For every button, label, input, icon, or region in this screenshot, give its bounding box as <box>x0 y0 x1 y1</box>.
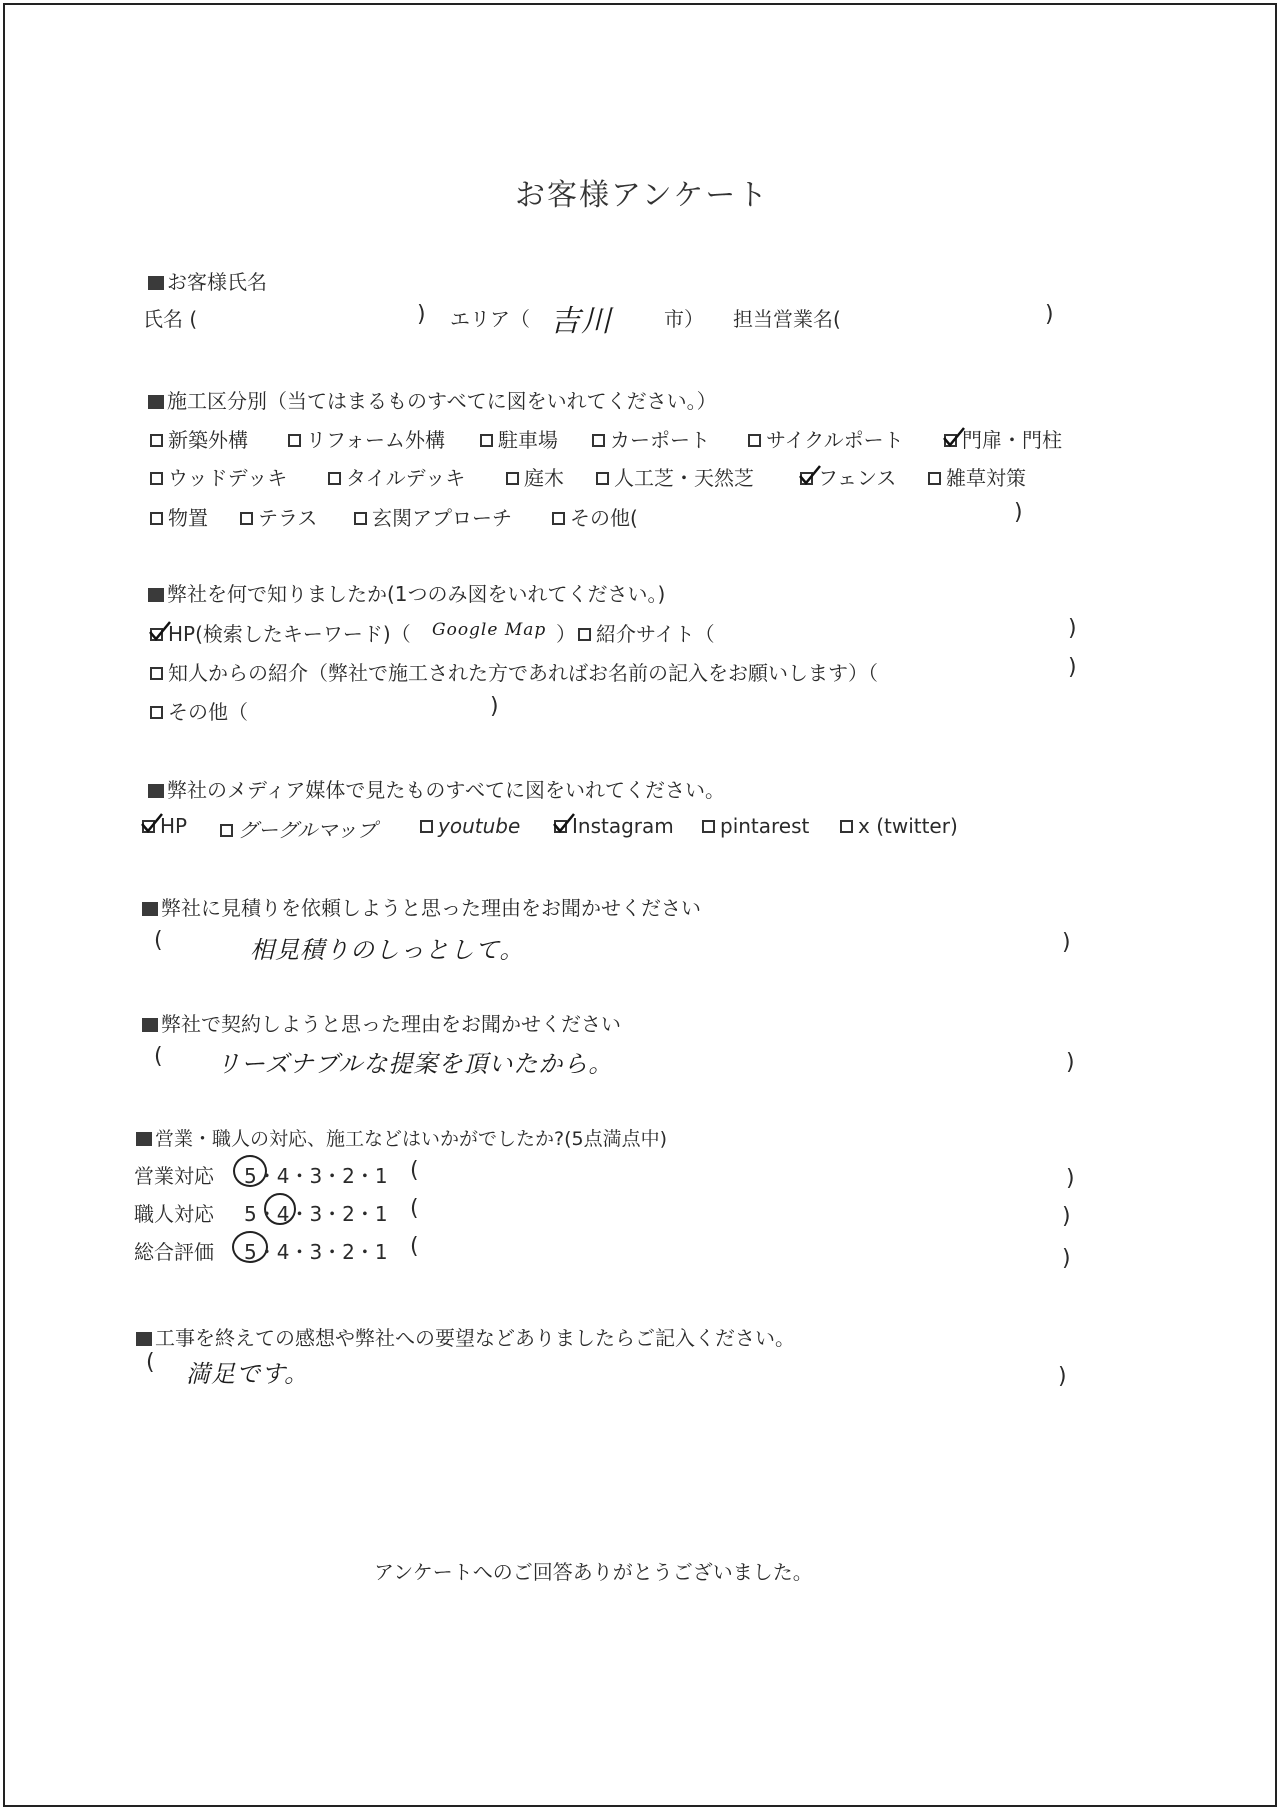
section-marker-icon <box>136 1132 152 1146</box>
contract-open: ( <box>154 1044 163 1069</box>
work-option[interactable]: 物置 <box>150 502 208 531</box>
estimate-open: ( <box>154 928 163 953</box>
work-option[interactable]: 玄関アプローチ <box>354 502 512 531</box>
footer-thanks: アンケートへのご回答ありがとうございました。 <box>374 1560 813 1584</box>
media-option[interactable]: pintarest <box>702 814 809 838</box>
work-option-checked[interactable]: 門扉・門柱 <box>944 424 1062 453</box>
checked-checkbox-icon <box>142 820 155 833</box>
source-hp-close: ） <box>556 622 576 646</box>
checkbox-icon <box>150 667 163 680</box>
checkbox-icon <box>288 434 301 447</box>
checkbox-icon <box>220 824 233 837</box>
work-section-heading: 施工区分別（当てはまるものすべてに図をいれてください。） <box>148 385 717 414</box>
media-option-checked[interactable]: HP <box>142 814 187 838</box>
estimate-close: ) <box>1062 930 1071 955</box>
rating-label-sales: 営業対応 <box>134 1164 214 1188</box>
work-option[interactable]: 雑草対策 <box>928 462 1026 491</box>
checkbox-icon <box>748 434 761 447</box>
media-section-heading: 弊社のメディア媒体で見たものすべてに図をいれてください。 <box>148 774 725 803</box>
media-option[interactable]: x (twitter) <box>840 814 958 838</box>
work-option[interactable]: リフォーム外構 <box>288 424 445 453</box>
sales-rep-field[interactable]: 担当営業名( <box>733 307 841 331</box>
media-option[interactable]: グーグルマップ <box>220 814 377 843</box>
hp-keyword[interactable]: Google Map <box>432 620 547 640</box>
checkbox-icon <box>552 512 565 525</box>
checkbox-icon <box>150 706 163 719</box>
checkbox-icon <box>150 434 163 447</box>
feedback-section-heading: 工事を終えての感想や弊社への要望などありましたらご記入ください。 <box>136 1322 795 1351</box>
name-field[interactable]: 氏名 ( <box>143 307 198 331</box>
checkbox-icon <box>506 472 519 485</box>
section-marker-icon <box>142 902 158 916</box>
work-other-close: ) <box>1014 500 1023 525</box>
page-title: お客様アンケート <box>515 178 770 213</box>
checkbox-icon <box>240 512 253 525</box>
estimate-answer[interactable]: 相見積りのしっとして。 <box>250 936 525 964</box>
work-option[interactable]: 人工芝・天然芝 <box>596 462 754 491</box>
work-option[interactable]: 駐車場 <box>480 424 558 453</box>
area-label: エリア（ <box>450 307 530 331</box>
checkbox-icon <box>420 820 433 833</box>
source-hp-option[interactable]: HP(検索したキーワード)（ <box>150 618 411 647</box>
rating-comment-close: ) <box>1062 1246 1071 1271</box>
rating-scale-sales[interactable]: 5・4・3・2・1 <box>244 1164 388 1188</box>
customer-section-heading: お客様氏名 <box>148 266 267 295</box>
rating-comment-open: ( <box>410 1234 419 1259</box>
feedback-answer[interactable]: 満足です。 <box>186 1360 310 1388</box>
section-marker-icon <box>142 1018 158 1032</box>
estimate-section-heading: 弊社に見積りを依頼しようと思った理由をお聞かせください <box>142 892 701 921</box>
rating-scale-overall[interactable]: 5・4・3・2・1 <box>244 1240 388 1264</box>
section-marker-icon <box>148 784 164 798</box>
feedback-close: ) <box>1058 1364 1067 1389</box>
work-option-checked[interactable]: フェンス <box>800 462 896 491</box>
area-value[interactable]: 吉川 <box>550 304 612 339</box>
source-friend-option[interactable]: 知人からの紹介（弊社で施工された方であればお名前の記入をお願いします）（ <box>150 657 878 686</box>
section-marker-icon <box>148 395 164 409</box>
checked-checkbox-icon <box>800 472 813 485</box>
checkbox-icon <box>354 512 367 525</box>
checkbox-icon <box>702 820 715 833</box>
work-option[interactable]: カーポート <box>592 424 710 453</box>
feedback-open: ( <box>146 1350 155 1375</box>
contract-section-heading: 弊社で契約しようと思った理由をお聞かせください <box>142 1008 621 1037</box>
checked-checkbox-icon <box>150 628 163 641</box>
friend-close: ) <box>1068 655 1077 680</box>
contract-close: ) <box>1066 1050 1075 1075</box>
checkbox-icon <box>150 472 163 485</box>
sales-rep-field-close: ) <box>1045 302 1054 327</box>
contract-answer[interactable]: リーズナブルな提案を頂いたから。 <box>216 1050 614 1078</box>
checkbox-icon <box>480 434 493 447</box>
source-other-close: ) <box>490 694 499 719</box>
section-marker-icon <box>148 588 164 602</box>
rating-section-heading: 営業・職人の対応、施工などはいかがでしたか?(5点満点中) <box>136 1124 667 1151</box>
rating-comment-open: ( <box>410 1158 419 1183</box>
source-section-heading: 弊社を何で知りましたか(1つのみ図をいれてください。) <box>148 578 665 607</box>
source-other-option[interactable]: その他（ <box>150 696 248 725</box>
work-option[interactable]: タイルデッキ <box>328 462 465 491</box>
checkbox-icon <box>578 628 591 641</box>
intro-site-close: ) <box>1068 616 1077 641</box>
rating-comment-close: ) <box>1062 1204 1071 1229</box>
checkbox-icon <box>928 472 941 485</box>
checkbox-icon <box>592 434 605 447</box>
rating-comment-close: ) <box>1066 1166 1075 1191</box>
work-option-other[interactable]: その他( <box>552 502 638 531</box>
checkbox-icon <box>150 512 163 525</box>
checkbox-icon <box>840 820 853 833</box>
name-field-close: ) <box>417 302 426 327</box>
rating-label-craftsman: 職人対応 <box>134 1202 214 1226</box>
work-option[interactable]: ウッドデッキ <box>150 462 287 491</box>
work-option[interactable]: 新築外構 <box>150 424 248 453</box>
media-option[interactable]: youtube <box>420 814 520 838</box>
checked-checkbox-icon <box>554 820 567 833</box>
rating-scale-craftsman[interactable]: 5・4・3・2・1 <box>244 1202 388 1226</box>
checked-checkbox-icon <box>944 434 957 447</box>
work-option[interactable]: 庭木 <box>506 462 564 491</box>
area-suffix: 市） <box>664 307 704 331</box>
section-marker-icon <box>148 276 164 290</box>
work-option[interactable]: サイクルポート <box>748 424 904 453</box>
rating-label-overall: 総合評価 <box>134 1240 214 1264</box>
section-marker-icon <box>136 1332 152 1346</box>
checkbox-icon <box>328 472 341 485</box>
media-option-checked[interactable]: Instagram <box>554 814 674 838</box>
checkbox-icon <box>596 472 609 485</box>
source-intro-site-option[interactable]: 紹介サイト（ <box>578 618 715 647</box>
rating-comment-open: ( <box>410 1196 419 1221</box>
work-option[interactable]: テラス <box>240 502 317 531</box>
